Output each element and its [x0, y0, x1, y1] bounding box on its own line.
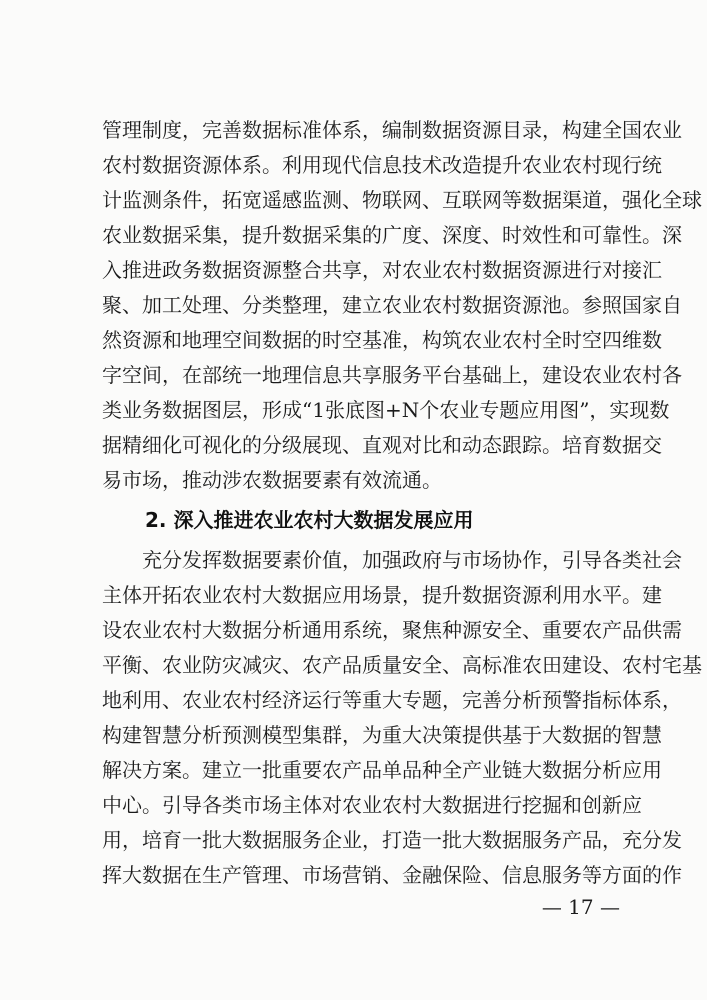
body-text-line: 易市场，推动涉农数据要素有效流通。: [102, 468, 442, 492]
body-text-line: 主体开拓农业农村大数据应用场景，提升数据资源利用水平。建: [102, 583, 662, 607]
body-text-line: 设农业农村大数据分析通用系统，聚焦种源安全、重要农产品供需: [102, 618, 682, 642]
body-text-line: 字空间，在部统一地理信息共享服务平台基础上，建设农业农村各: [102, 363, 682, 387]
body-text-line: 聚、加工处理、分类整理，建立农业农村数据资源池。参照国家自: [102, 293, 682, 317]
body-text-line: 挥大数据在生产管理、市场营销、金融保险、信息服务等方面的作: [102, 863, 682, 887]
body-text-line: 据精细化可视化的分级展现、直观对比和动态跟踪。培育数据交: [102, 433, 662, 457]
body-text-line: 用，培育一批大数据服务企业，打造一批大数据服务产品，充分发: [102, 828, 682, 852]
body-text-line: 入推进政务数据资源整合共享，对农业农村数据资源进行对接汇: [102, 258, 662, 282]
body-text-line: 农村数据资源体系。利用现代信息技术改造提升农业农村现行统: [102, 153, 662, 177]
body-text-line: 类业务数据图层，形成“1张底图+N个农业专题应用图”，实现数: [102, 398, 670, 422]
body-text-line: 构建智慧分析预测模型集群，为重大决策提供基于大数据的智慧: [102, 723, 662, 747]
body-text-line: 计监测条件，拓宽遥感监测、物联网、互联网等数据渠道，强化全球: [102, 188, 702, 212]
body-text-line: 解决方案。建立一批重要农产品单品种全产业链大数据分析应用: [102, 758, 662, 782]
body-text-line: 中心。引导各类市场主体对农业农村大数据进行挖掘和创新应: [102, 793, 642, 817]
section-heading: 2. 深入推进农业农村大数据发展应用: [145, 508, 474, 532]
page-number: — 17 —: [541, 895, 620, 919]
body-text-line: 平衡、农业防灾减灾、农产品质量安全、高标准农田建设、农村宅基: [102, 653, 702, 677]
body-text-line: 农业数据采集，提升数据采集的广度、深度、时效性和可靠性。深: [102, 223, 682, 247]
body-text-line: 地利用、农业农村经济运行等重大专题，完善分析预警指标体系，: [102, 688, 682, 712]
body-text-line: 管理制度，完善数据标准体系，编制数据资源目录，构建全国农业: [102, 118, 682, 142]
body-text-line: 充分发挥数据要素价值，加强政府与市场协作，引导各类社会: [142, 548, 682, 572]
body-text-line: 然资源和地理空间数据的时空基准，构筑农业农村全时空四维数: [102, 328, 662, 352]
